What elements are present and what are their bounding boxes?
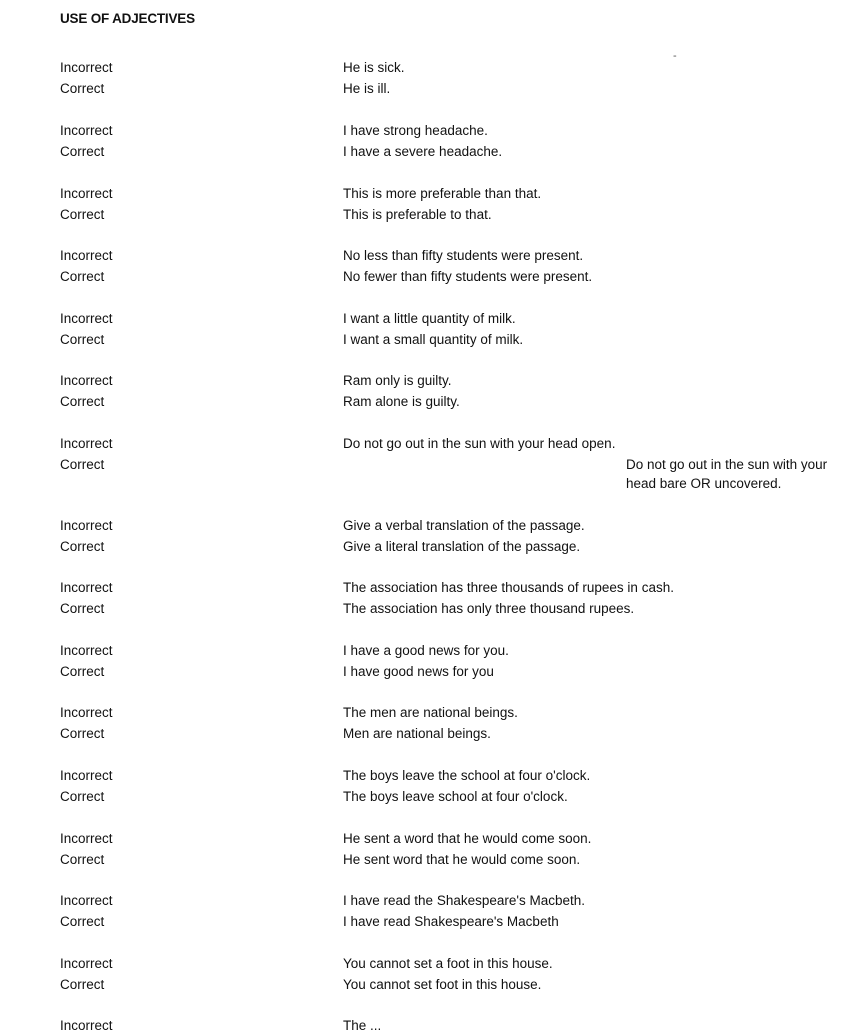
incorrect-label: Incorrect	[60, 518, 113, 533]
incorrect-row	[60, 433, 720, 454]
incorrect-row	[60, 183, 720, 204]
incorrect-label: Incorrect	[60, 248, 113, 263]
example-pair	[60, 953, 720, 995]
correct-sentence: The association has only three thousand rupees.	[343, 601, 635, 616]
example-pair	[60, 828, 720, 870]
incorrect-label: Incorrect	[60, 956, 113, 971]
correct-row	[60, 911, 720, 932]
correct-sentence: Men are national beings.	[343, 726, 491, 741]
correct-sentence: I have a severe headache.	[343, 144, 503, 159]
correct-row	[60, 974, 720, 995]
page-title: USE OF ADJECTIVES	[60, 11, 195, 26]
example-pair	[60, 890, 720, 932]
correct-label: Correct	[60, 207, 105, 222]
incorrect-row	[60, 765, 720, 786]
correct-sentence: I want a small quantity of milk.	[343, 332, 524, 347]
incorrect-row	[60, 57, 720, 78]
correct-label: Correct	[60, 914, 105, 929]
incorrect-row	[60, 245, 720, 266]
correct-label: Correct	[60, 269, 105, 284]
correct-label: Correct	[60, 726, 105, 741]
incorrect-sentence: I have a good news for you.	[343, 643, 509, 658]
correct-row	[60, 141, 720, 162]
incorrect-label: Incorrect	[60, 436, 113, 451]
correct-label: Correct	[60, 789, 105, 804]
example-pair	[60, 515, 720, 557]
correct-label: Correct	[60, 332, 105, 347]
correct-label: Correct	[60, 394, 105, 409]
correct-row	[60, 78, 720, 99]
correct-row	[60, 661, 720, 682]
incorrect-row	[60, 828, 720, 849]
correct-sentence: This is preferable to that.	[343, 207, 492, 222]
example-pair	[60, 308, 720, 350]
incorrect-row	[60, 577, 720, 598]
incorrect-row	[60, 370, 720, 391]
correct-label: Correct	[60, 539, 105, 554]
incorrect-sentence: I want a little quantity of milk.	[343, 311, 516, 326]
correct-row	[60, 786, 720, 807]
incorrect-label: Incorrect	[60, 123, 113, 138]
correct-row	[60, 849, 720, 870]
incorrect-label: Incorrect	[60, 580, 113, 595]
example-pair-partial	[60, 1015, 720, 1036]
incorrect-label: Incorrect	[60, 705, 113, 720]
example-pair	[60, 57, 720, 99]
correct-sentence: Give a literal translation of the passage.	[343, 539, 581, 554]
correct-sentence: Ram alone is guilty.	[343, 394, 460, 409]
incorrect-sentence: Ram only is guilty.	[343, 373, 452, 388]
incorrect-row	[60, 1015, 720, 1036]
incorrect-sentence: The association has three thousands of rupees in cash.	[343, 580, 674, 595]
correct-label: Correct	[60, 81, 105, 96]
incorrect-row	[60, 953, 720, 974]
incorrect-sentence: No less than fifty students were present.	[343, 248, 584, 263]
correct-row	[60, 266, 720, 287]
correct-row	[60, 454, 828, 493]
incorrect-sentence: You cannot set a foot in this house.	[343, 956, 553, 971]
correct-sentence: You cannot set foot in this house.	[343, 977, 542, 992]
incorrect-sentence: I have read the Shakespeare's Macbeth.	[343, 893, 585, 908]
example-pair	[60, 183, 720, 225]
correct-label: Correct	[60, 601, 105, 616]
incorrect-label: Incorrect	[60, 311, 113, 326]
correct-label: Correct	[60, 977, 105, 992]
example-pair	[60, 245, 720, 287]
incorrect-sentence: Do not go out in the sun with your head open.	[343, 436, 616, 451]
correct-sentence: He sent word that he would come soon.	[343, 852, 581, 867]
incorrect-sentence: He is sick.	[343, 60, 405, 75]
incorrect-sentence: The ...	[343, 1018, 382, 1033]
incorrect-label: Incorrect	[60, 643, 113, 658]
incorrect-label: Incorrect	[60, 768, 113, 783]
incorrect-sentence: This is more preferable than that.	[343, 186, 542, 201]
correct-label: Correct	[60, 852, 105, 867]
correct-sentence: He is ill.	[343, 81, 391, 96]
incorrect-sentence: The men are national beings.	[343, 705, 518, 720]
incorrect-label: Incorrect	[60, 893, 113, 908]
example-pair	[60, 120, 720, 162]
correct-label: Correct	[60, 144, 105, 159]
example-pair	[60, 702, 720, 744]
incorrect-label: Incorrect	[60, 831, 113, 846]
correct-label: Correct	[60, 457, 105, 472]
incorrect-row	[60, 308, 720, 329]
correct-sentence: I have good news for you	[343, 664, 494, 679]
incorrect-row	[60, 120, 720, 141]
incorrect-row	[60, 702, 720, 723]
correct-row	[60, 598, 720, 619]
example-pair	[60, 640, 720, 682]
incorrect-sentence: The boys leave the school at four o'clock.	[343, 768, 591, 783]
example-pair	[60, 577, 720, 619]
incorrect-row	[60, 640, 720, 661]
correct-row	[60, 391, 720, 412]
correct-sentence: The boys leave school at four o'clock.	[343, 789, 568, 804]
incorrect-sentence: He sent a word that he would come soon.	[343, 831, 592, 846]
correct-row	[60, 536, 720, 557]
correct-row	[60, 723, 720, 744]
example-pair	[60, 370, 720, 412]
example-pair	[60, 433, 828, 493]
correct-sentence: I have read Shakespeare's Macbeth	[343, 914, 559, 929]
correct-label: Correct	[60, 664, 105, 679]
incorrect-row	[60, 890, 720, 911]
incorrect-label: Incorrect	[60, 186, 113, 201]
incorrect-sentence: I have strong headache.	[343, 123, 488, 138]
stray-mark: -	[673, 50, 677, 62]
correct-sentence: No fewer than fifty students were present.	[343, 269, 593, 284]
incorrect-label: Incorrect	[60, 1018, 113, 1033]
incorrect-label: Incorrect	[60, 60, 113, 75]
correct-sentence: Do not go out in the sun with your head bare OR uncovered.	[626, 457, 828, 491]
correct-row	[60, 329, 720, 350]
incorrect-label: Incorrect	[60, 373, 113, 388]
example-pair	[60, 765, 720, 807]
correct-row	[60, 204, 720, 225]
incorrect-row	[60, 515, 720, 536]
incorrect-sentence: Give a verbal translation of the passage.	[343, 518, 585, 533]
